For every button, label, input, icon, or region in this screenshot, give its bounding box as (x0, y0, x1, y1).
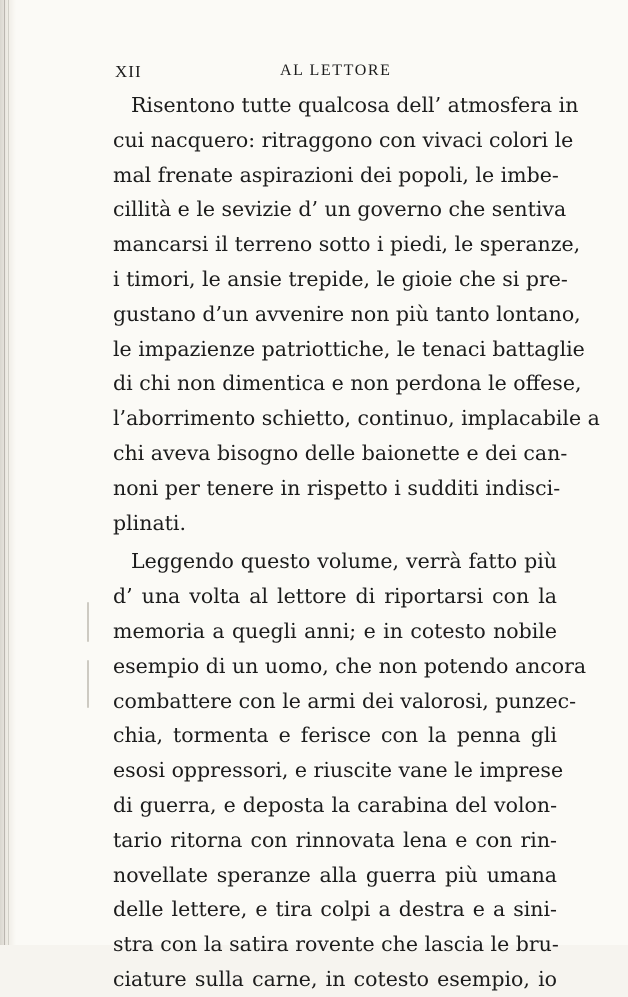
running-title: AL LETTORE (280, 62, 392, 79)
margin-pencil-mark (87, 602, 89, 642)
text-line: le impazienze patriottiche, le tenaci battaglie (113, 336, 585, 361)
paragraph-2 (113, 544, 587, 996)
text-line: chi aveva bisogno delle baionette e dei can- (113, 440, 568, 465)
gutter-line (4, 0, 5, 945)
text-line: chia, tormenta e ferisce con la penna gli (113, 723, 557, 748)
text-line: mal frenate aspirazioni dei popoli, le imbe- (113, 162, 559, 187)
text-line: memoria a quegli anni; e in cotesto nobile (113, 618, 557, 643)
text-line: delle lettere, e tira colpi a destra e a sini- (113, 897, 557, 922)
text-line: combattere con le armi dei valorosi, punzec- (113, 688, 577, 713)
text-line: esosi oppressori, e riuscite vane le imprese (113, 758, 564, 783)
text-line: Leggendo questo volume, verrà fatto più (131, 549, 557, 574)
text-line: di chi non dimentica e non perdona le offese, (113, 371, 582, 396)
gutter-line (8, 0, 9, 945)
page-gutter (0, 0, 16, 945)
text-line: tario ritorna con rinnovata lena e con rin- (113, 827, 557, 852)
margin-pencil-mark (87, 660, 89, 708)
text-line: esempio di un uomo, che non potendo ancora (113, 653, 587, 678)
text-line: i timori, le ansie trepide, le gioie che si pre- (113, 266, 568, 291)
text-line: cui nacquero: ritraggono con vivaci colori le (113, 127, 574, 152)
text-line: di guerra, e deposta la carabina del volon- (113, 792, 557, 817)
paragraph-1 (113, 88, 600, 540)
text-line: cillità e le sevizie d’ un governo che sentiva (113, 197, 567, 222)
text-line: Risentono tutte qualcosa dell’ atmosfera in (131, 93, 579, 117)
text-line: gustano d’un avvenire non più tanto lontano, (113, 301, 581, 326)
body-text (113, 88, 600, 997)
text-line: stra con la satira rovente che lascia le bru- (113, 932, 559, 957)
text-line: d’ una volta al lettore di riportarsi con la (113, 584, 557, 609)
text-line: mancarsi il terreno sotto i piedi, le speranze, (113, 232, 581, 257)
page-number: XII (115, 62, 142, 81)
text-line: ciature sulla carne, in cotesto esempio, io (113, 966, 557, 991)
text-line: noni per tenere in rispetto i sudditi indisci- (113, 475, 561, 500)
text-line: plinati. (113, 510, 186, 535)
text-line: l’aborrimento schietto, continuo, implacabile a (113, 406, 600, 431)
text-line: novellate speranze alla guerra più umana (113, 862, 557, 887)
running-head (0, 62, 628, 86)
